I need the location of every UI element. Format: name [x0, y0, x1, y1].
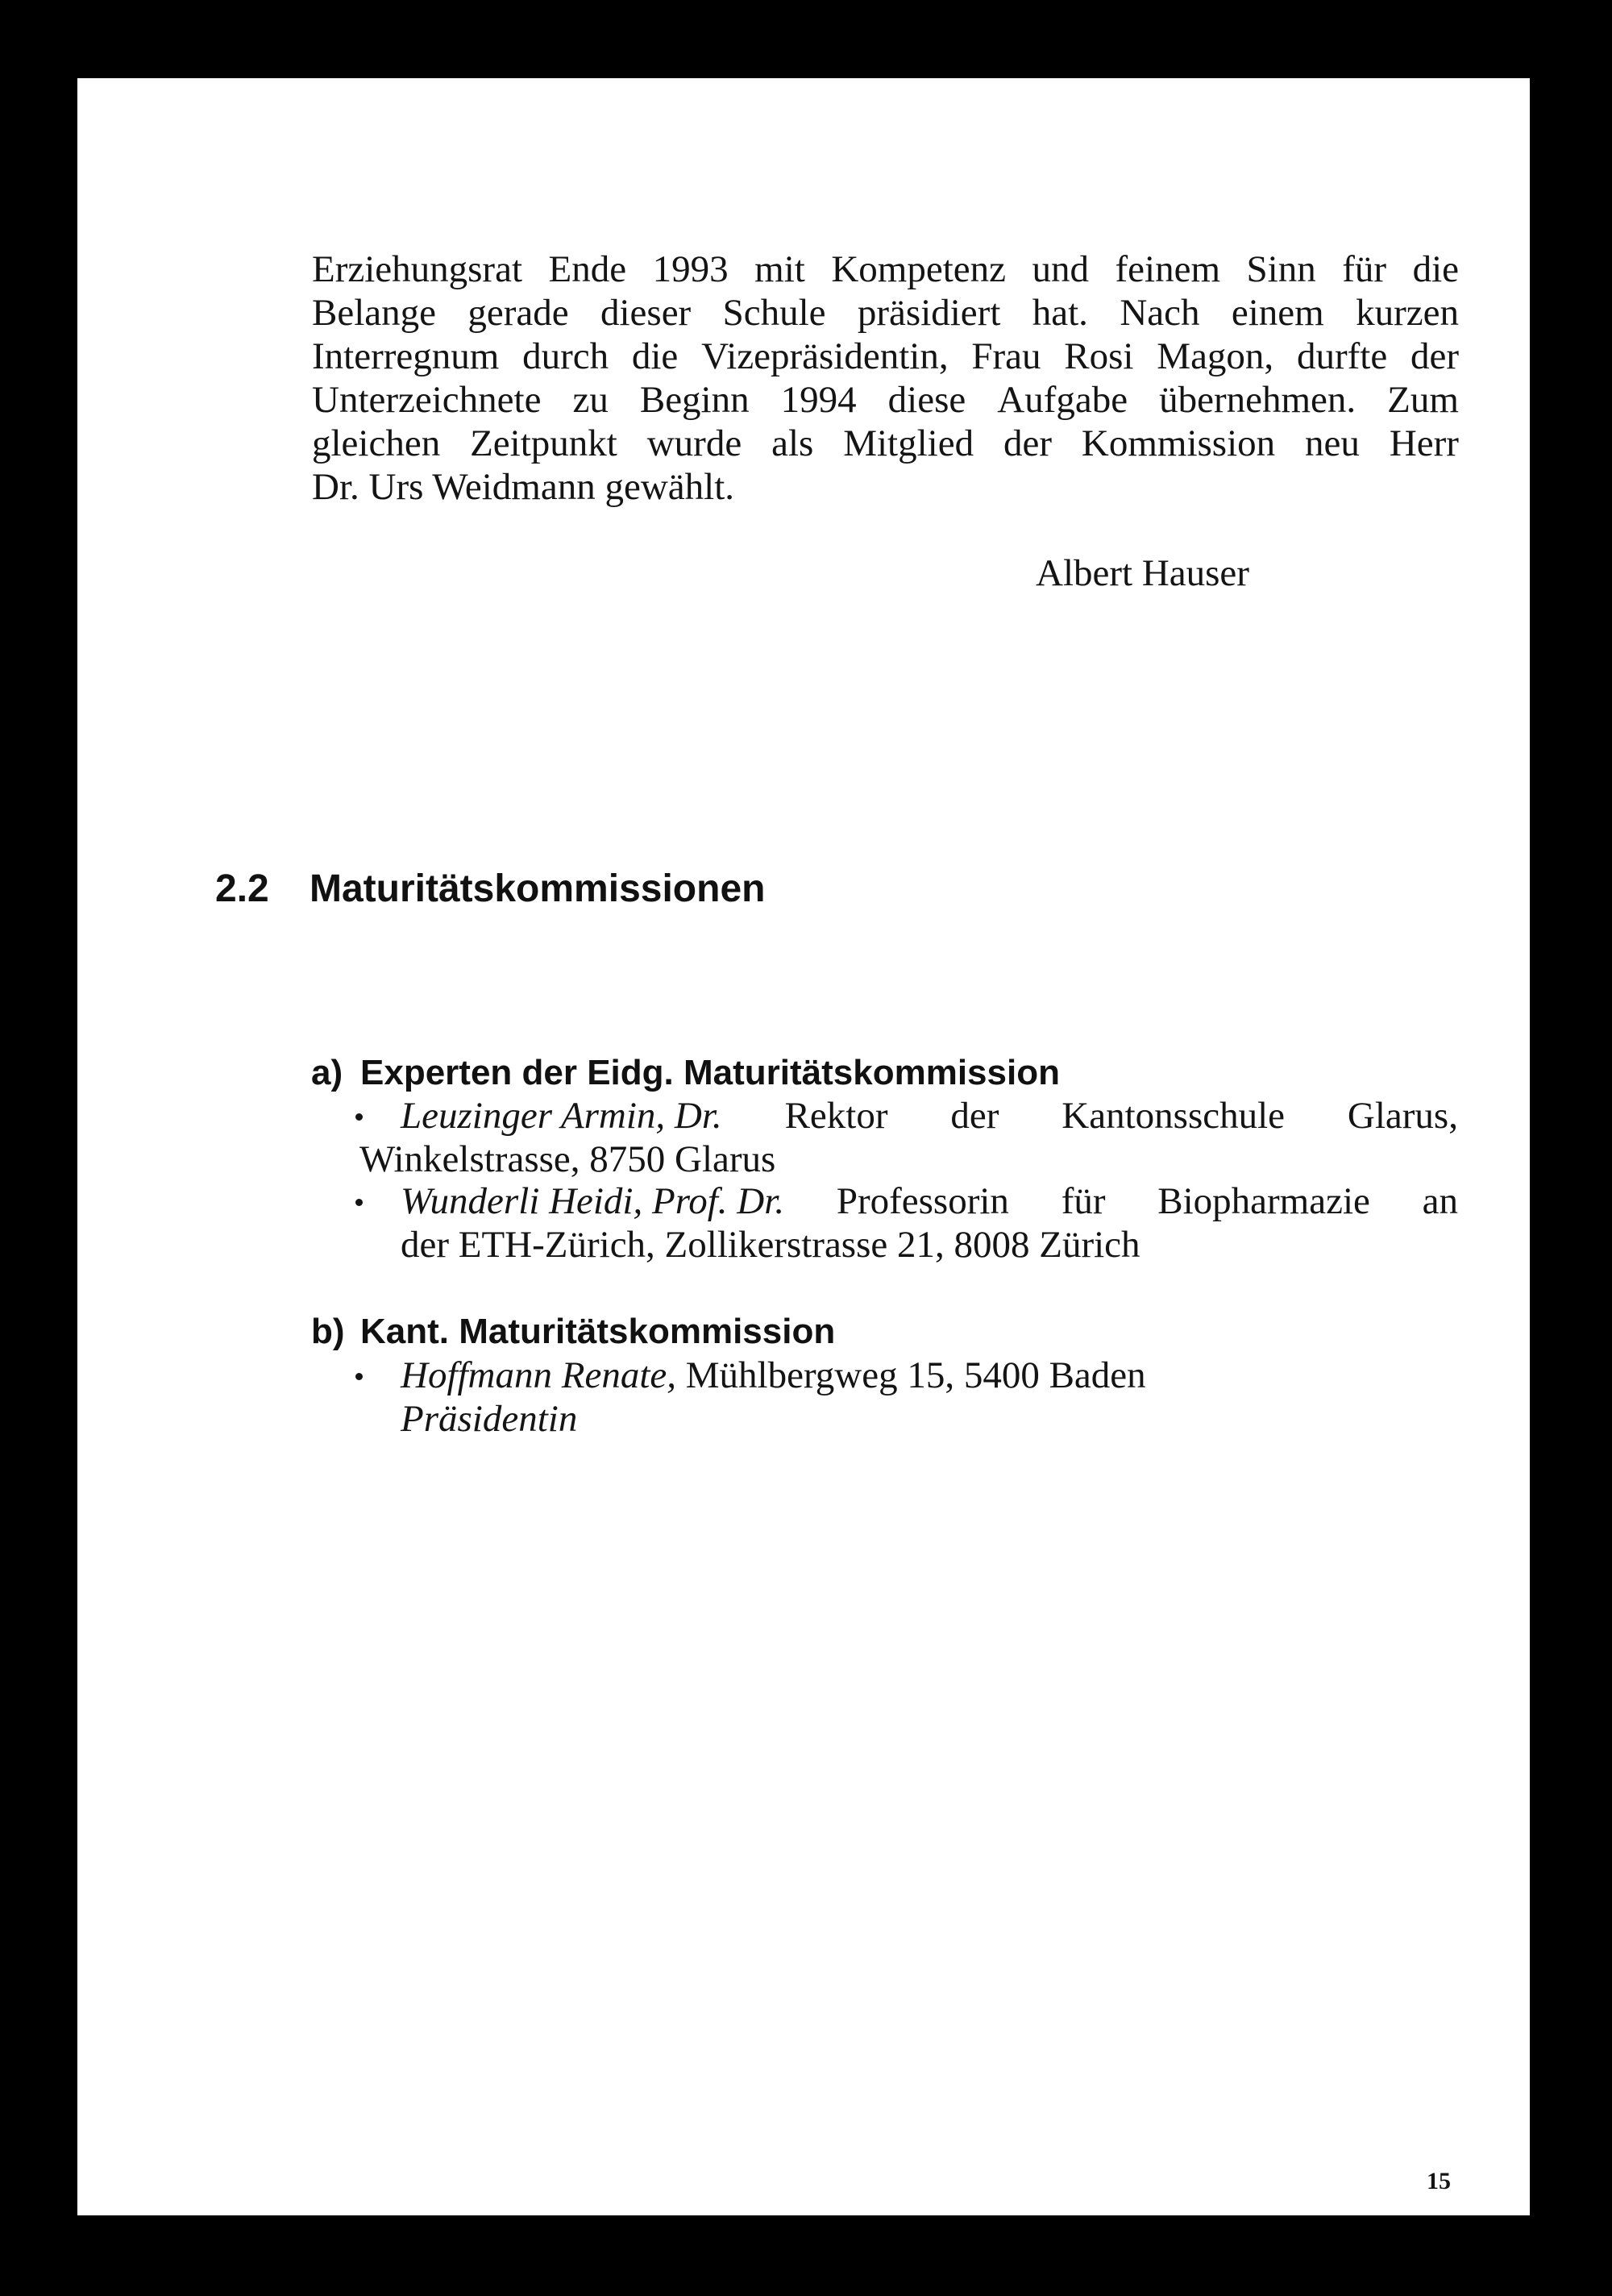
word: zu: [572, 379, 609, 421]
list-item: [359, 1094, 1458, 1181]
paragraph-line: [312, 291, 1459, 335]
word: Zeitpunkt: [470, 422, 617, 464]
word: und: [1032, 248, 1089, 290]
word: einem: [1231, 292, 1324, 334]
word: Kompetenz: [831, 248, 1006, 290]
subsection-heading-b: [311, 1312, 835, 1352]
word: Aufgabe: [997, 379, 1128, 421]
word: Sinn: [1246, 248, 1316, 290]
word: gerade: [467, 292, 569, 334]
word: Vizepräsidentin,: [701, 335, 949, 377]
word: Mitglied: [843, 422, 974, 464]
word: für: [1342, 248, 1387, 290]
bullet-icon: [355, 1113, 363, 1121]
word: diese: [887, 379, 966, 421]
word: Kantonsschule: [1062, 1095, 1286, 1137]
paragraph-last-line: Dr. Urs Weidmann gewählt.: [312, 466, 734, 508]
word: Erziehungsrat: [312, 248, 523, 290]
list-item: [359, 1179, 1458, 1267]
person-name: Leuzinger Armin, Dr.: [401, 1095, 722, 1137]
bullet-icon: [355, 1199, 363, 1206]
word: die: [1412, 248, 1459, 290]
paragraph-line: [312, 422, 1459, 465]
role-label: Präsidentin: [401, 1398, 578, 1440]
word: Unterzeichnete: [312, 379, 542, 421]
entry-first-line: [359, 1094, 1458, 1138]
word: feinem: [1115, 248, 1221, 290]
intro-paragraph: [312, 247, 1459, 509]
page-number: 15: [1427, 2168, 1451, 2194]
word: Professorin: [836, 1180, 1009, 1222]
entry-continuation: Winkelstrasse, 8750 Glarus: [359, 1138, 776, 1180]
word: gleichen: [312, 422, 441, 464]
word: Herr: [1389, 422, 1459, 464]
word: Frau: [971, 335, 1041, 377]
word: 1993: [652, 248, 729, 290]
paragraph-line: [312, 378, 1459, 422]
word: übernehmen.: [1159, 379, 1356, 421]
subsection-marker: a): [311, 1053, 343, 1092]
word: dieser: [600, 292, 692, 334]
entry-first-line: [359, 1354, 1146, 1397]
word: Biopharmazie: [1157, 1180, 1370, 1222]
signature: Albert Hauser: [1036, 552, 1249, 594]
section-number: 2.2: [215, 867, 269, 910]
subsection-title: Experten der Eidg. Maturitätskommission: [360, 1053, 1060, 1092]
bullet-icon: [355, 1373, 363, 1380]
word: Nach: [1120, 292, 1200, 334]
section-title: Maturitätskommissionen: [310, 867, 766, 910]
word: an: [1422, 1180, 1458, 1222]
word: Rektor: [784, 1095, 888, 1137]
word: Ende: [548, 248, 627, 290]
word: neu: [1305, 422, 1360, 464]
word: Belange: [312, 292, 436, 334]
section-heading: [215, 867, 765, 911]
subsection-marker: b): [311, 1312, 345, 1351]
subsection-title: Kant. Maturitätskommission: [360, 1312, 836, 1351]
word: Interregnum: [312, 335, 500, 377]
entry-continuation: der ETH-Zürich, Zollikerstrasse 21, 8008 Zürich: [401, 1224, 1140, 1266]
document-page: [77, 78, 1530, 2215]
address: Mühlbergweg 15, 5400 Baden: [685, 1354, 1146, 1396]
word: als: [771, 422, 814, 464]
word: für: [1061, 1180, 1106, 1222]
word: Magon,: [1157, 335, 1274, 377]
word: durfte: [1296, 335, 1388, 377]
person-name: Wunderli Heidi, Prof. Dr.: [401, 1180, 785, 1222]
word: hat.: [1032, 292, 1088, 334]
word: Beginn: [639, 379, 750, 421]
word: der: [950, 1095, 999, 1137]
paragraph-line: [312, 465, 1459, 509]
subsection-heading-a: [311, 1053, 1060, 1093]
word: durch: [522, 335, 609, 377]
word: Glarus,: [1347, 1095, 1458, 1137]
word: präsidiert: [857, 292, 1001, 334]
word: Rosi: [1064, 335, 1134, 377]
word: Zum: [1387, 379, 1459, 421]
word: die: [631, 335, 679, 377]
word: Schule: [722, 292, 826, 334]
word: wurde: [646, 422, 742, 464]
word: mit: [754, 248, 805, 290]
word: der: [1003, 422, 1052, 464]
word: kurzen: [1356, 292, 1459, 334]
paragraph-line: [312, 247, 1459, 291]
list-item: [359, 1354, 1146, 1441]
entry-first-line: [359, 1179, 1458, 1223]
paragraph-line: [312, 335, 1459, 378]
person-name: Hoffmann Renate,: [401, 1354, 676, 1396]
word: Kommission: [1081, 422, 1276, 464]
word: der: [1410, 335, 1459, 377]
word: 1994: [780, 379, 857, 421]
